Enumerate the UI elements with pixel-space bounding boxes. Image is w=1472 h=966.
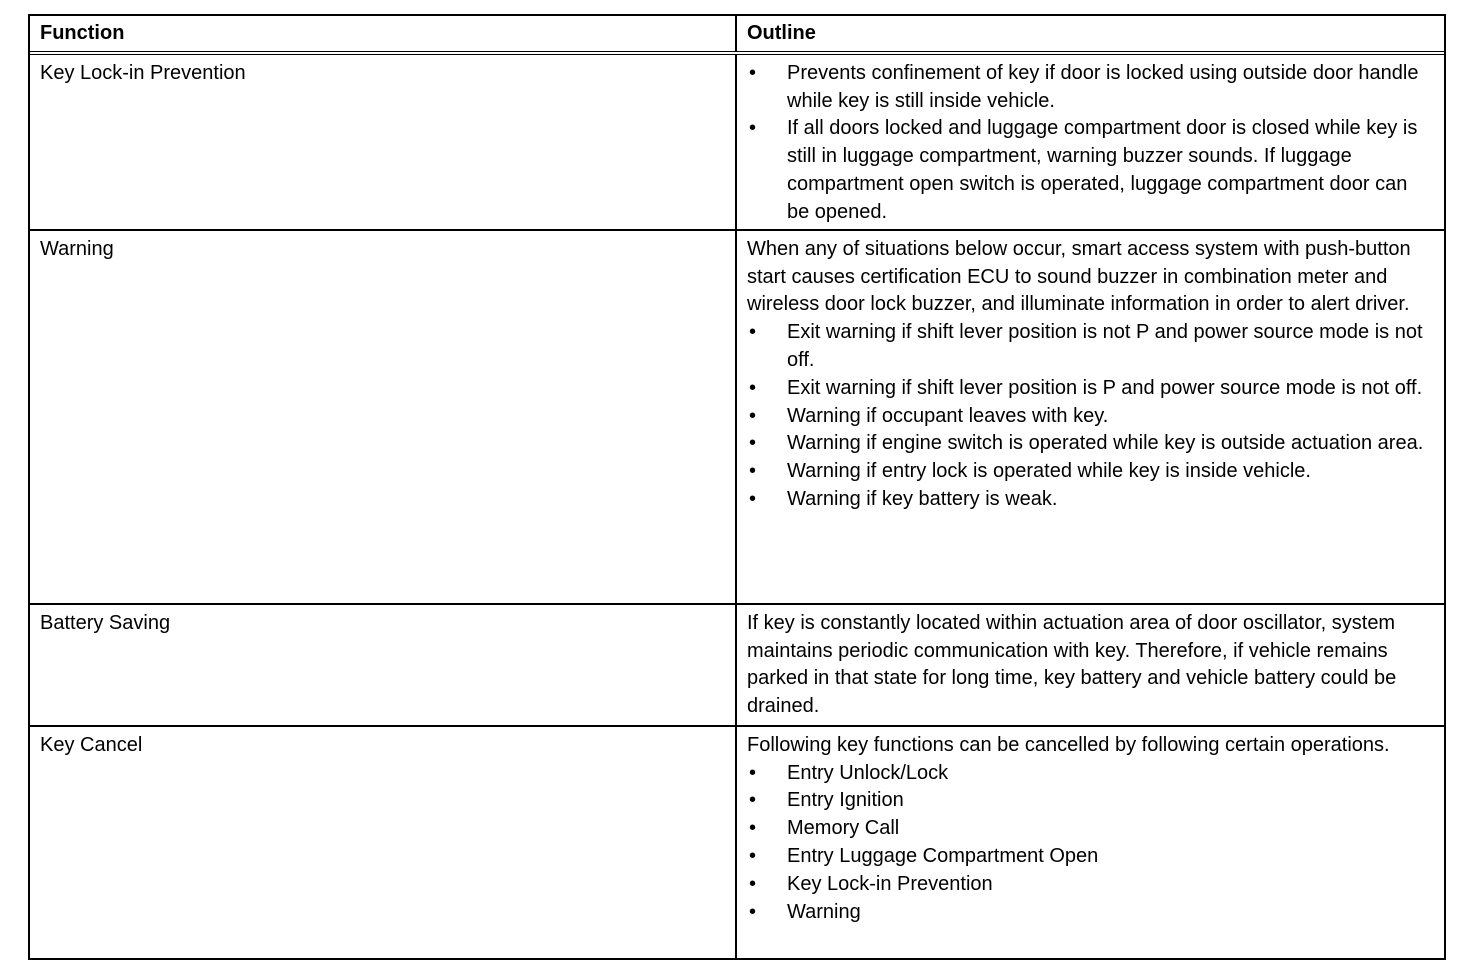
- table-row: [30, 603, 1444, 725]
- bullet-item: • Warning: [747, 899, 1434, 927]
- bullet-item: • Exit warning if shift lever position is P and power source mode is not off.: [747, 375, 1434, 403]
- bullet-list: [747, 319, 1434, 514]
- bullet-item: • Entry Ignition: [747, 787, 1434, 815]
- bullet-item: • If all doors locked and luggage compartment door is closed while key is still in luggage compartment, warning buzzer sounds. If luggage compartment open switch is operated, luggage compartment door can be opened.: [747, 115, 1434, 226]
- bullet-item: • Warning if engine switch is operated while key is outside actuation area.: [747, 430, 1434, 458]
- bullet-item: • Warning if occupant leaves with key.: [747, 403, 1434, 431]
- bullet-item: • Key Lock-in Prevention: [747, 871, 1434, 899]
- table-header-row: [30, 16, 1444, 55]
- function-outline-table: [28, 14, 1446, 960]
- table-row: [30, 229, 1444, 603]
- bullet-list: [747, 760, 1434, 927]
- table-row: [30, 725, 1444, 958]
- outline-intro: When any of situations below occur, smart access system with push-button start causes certification ECU to sound buzzer in combination meter and wireless door lock buzzer, and illuminate information in order to alert driver.: [747, 237, 1411, 316]
- function-cell: Warning: [30, 231, 737, 603]
- outline-cell: [737, 605, 1444, 725]
- table-row: [30, 55, 1444, 229]
- function-cell: Battery Saving: [30, 605, 737, 725]
- bullet-item: • Entry Unlock/Lock: [747, 760, 1434, 788]
- header-outline: Outline: [747, 22, 816, 44]
- bullet-item: • Warning if entry lock is operated while key is inside vehicle.: [747, 458, 1434, 486]
- outline-intro: Following key functions can be cancelled by following certain operations.: [747, 733, 1390, 756]
- outline-cell: [737, 727, 1444, 958]
- outline-cell: [737, 231, 1444, 603]
- header-function: Function: [30, 16, 737, 51]
- bullet-item: • Exit warning if shift lever position is not P and power source mode is not off.: [747, 319, 1434, 375]
- bullet-item: • Prevents confinement of key if door is locked using outside door handle while key is still inside vehicle.: [747, 60, 1434, 116]
- function-cell: Key Lock-in Prevention: [30, 55, 737, 229]
- bullet-item: • Entry Luggage Compartment Open: [747, 843, 1434, 871]
- bullet-item: • Warning if key battery is weak.: [747, 486, 1434, 514]
- bullet-list: [747, 60, 1434, 227]
- bullet-item: • Memory Call: [747, 815, 1434, 843]
- function-cell: Key Cancel: [30, 727, 737, 958]
- outline-cell: [737, 55, 1444, 229]
- outline-intro: If key is constantly located within actuation area of door oscillator, system maintains periodic communication with key. Therefore, if vehicle remains parked in that state for long time, key battery and vehicle battery could be drained.: [747, 611, 1397, 718]
